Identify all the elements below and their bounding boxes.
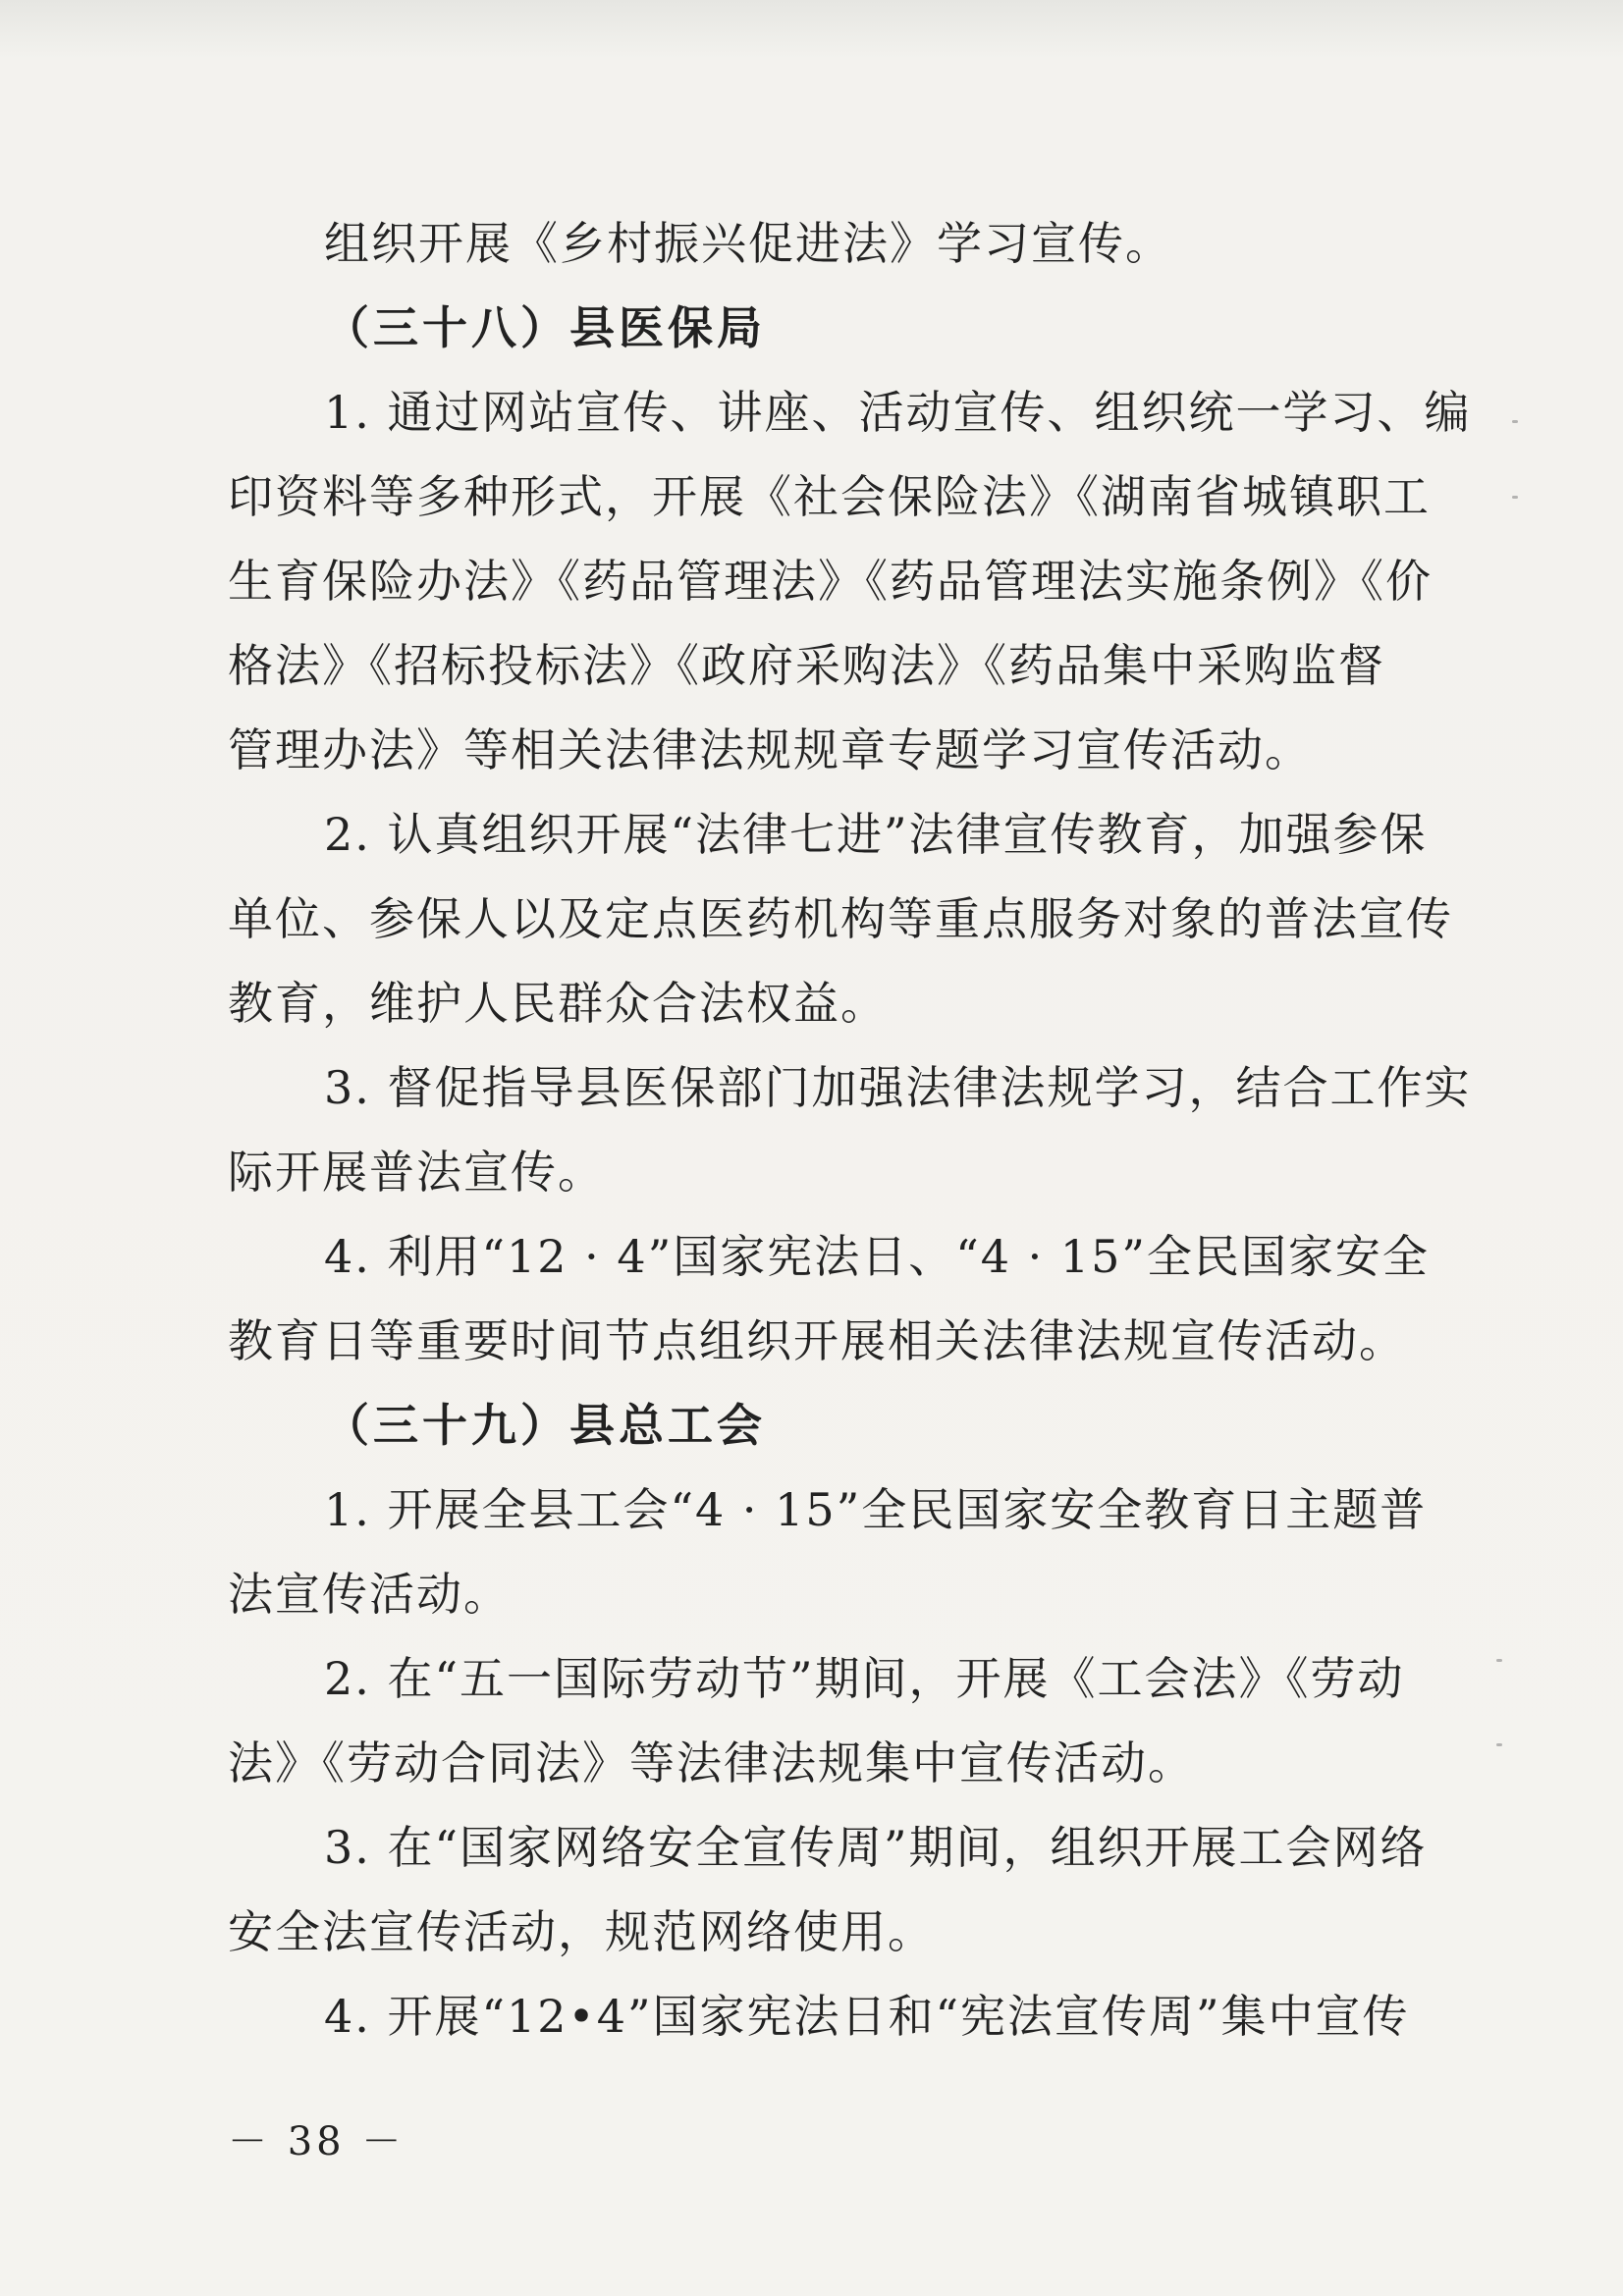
section-heading: （三十九）县总工会 bbox=[324, 1399, 766, 1452]
paragraph-line: 际开展普法宣传。 bbox=[228, 1146, 605, 1199]
paragraph-line: 3. 督促指导县医保部门加强法律法规学习，结合工作实 bbox=[324, 1061, 1472, 1114]
scan-speck bbox=[1512, 420, 1518, 423]
paragraph-line: 单位、参保人以及定点医药机构等重点服务对象的普法宣传 bbox=[228, 892, 1453, 945]
paragraph-line: 安全法宣传活动，规范网络使用。 bbox=[228, 1905, 935, 1958]
paragraph-line: 2. 在“五一国际劳动节”期间，开展《工会法》《劳动 bbox=[324, 1652, 1405, 1705]
paragraph-line: 1. 开展全县工会“4 · 15”全民国家安全教育日主题普 bbox=[324, 1483, 1428, 1536]
section-heading: （三十八）县医保局 bbox=[324, 301, 766, 354]
paragraph-line: 教育，维护人民群众合法权益。 bbox=[228, 977, 888, 1030]
paragraph-line: 格法》《招标投标法》《政府采购法》《药品集中采购监督 bbox=[228, 639, 1385, 692]
document-body bbox=[228, 201, 1472, 2058]
paragraph-line: 4. 开展“12•4”国家宪法日和“宪法宣传周”集中宣传 bbox=[324, 1990, 1410, 2043]
paragraph-line: 印资料等多种形式，开展《社会保险法》《湖南省城镇职工 bbox=[228, 470, 1431, 523]
paragraph-line: 管理办法》等相关法律法规规章专题学习宣传活动。 bbox=[228, 723, 1312, 776]
paragraph-line: 组织开展《乡村振兴促进法》学习宣传。 bbox=[324, 217, 1172, 270]
scan-speck bbox=[1496, 1659, 1502, 1662]
paragraph-line: 教育日等重要时间节点组织开展相关法律法规宣传活动。 bbox=[228, 1314, 1406, 1367]
paragraph-line: 1. 通过网站宣传、讲座、活动宣传、组织统一学习、编 bbox=[324, 386, 1472, 439]
paragraph-line: 3. 在“国家网络安全宣传周”期间，组织开展工会网络 bbox=[324, 1821, 1428, 1874]
paragraph-line: 4. 利用“12 · 4”国家宪法日、“4 · 15”全民国家安全 bbox=[324, 1230, 1430, 1283]
scan-speck bbox=[1512, 496, 1518, 499]
paragraph-line: 法》《劳动合同法》等法律法规集中宣传活动。 bbox=[228, 1736, 1195, 1789]
page-number: － 38 － bbox=[228, 2119, 406, 2164]
paragraph-line: 法宣传活动。 bbox=[228, 1568, 511, 1621]
scan-speck bbox=[1496, 1743, 1502, 1746]
paragraph-line: 生育保险办法》《药品管理法》《药品管理法实施条例》《价 bbox=[228, 555, 1433, 608]
paragraph-line: 2. 认真组织开展“法律七进”法律宣传教育，加强参保 bbox=[324, 808, 1428, 861]
